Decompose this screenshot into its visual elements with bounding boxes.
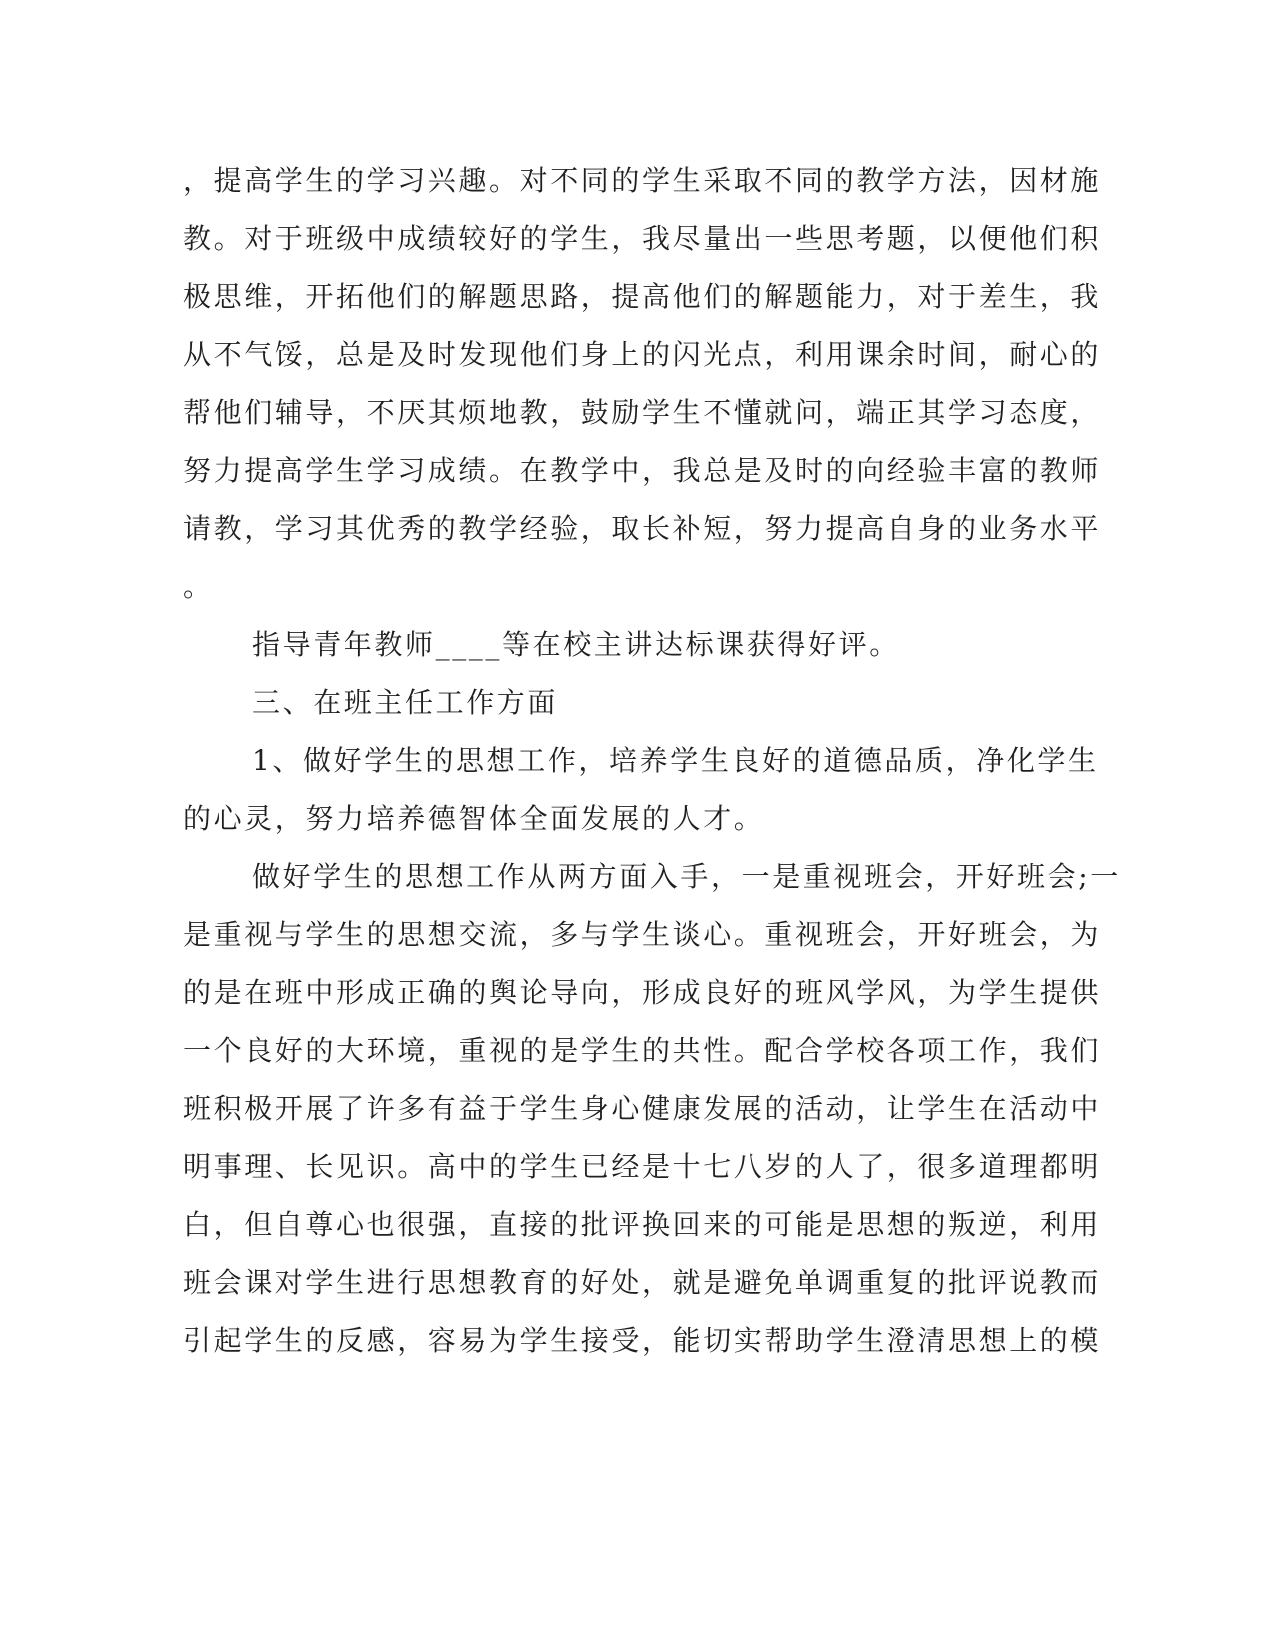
body-text-line: 从不气馁，总是及时发现他们身上的闪光点，利用课余时间，耐心的 xyxy=(183,338,1102,371)
paragraph-line: 做好学生的思想工作从两方面入手，一是重视班会，开好班会;一 xyxy=(252,860,1121,893)
body-text-line: 帮他们辅导，不厌其烦地教，鼓励学生不懂就问，端正其学习态度， xyxy=(183,396,1102,429)
body-text-line: 努力提高学生学习成绩。在教学中，我总是及时的向经验丰富的教师 xyxy=(183,454,1102,487)
body-text-line: 极思维，开拓他们的解题思路，提高他们的解题能力，对于差生，我 xyxy=(183,280,1102,313)
body-text-line: 引起学生的反感，容易为学生接受，能切实帮助学生澄清思想上的模 xyxy=(183,1324,1102,1357)
body-text-line: 。 xyxy=(183,570,214,603)
body-text-line: 白，但自尊心也很强，直接的批评换回来的可能是思想的叛逆，利用 xyxy=(183,1208,1102,1241)
body-text-line: 班会课对学生进行思想教育的好处，就是避免单调重复的批评说教而 xyxy=(183,1266,1102,1299)
body-text-line: 的是在班中形成正确的舆论导向，形成良好的班风学风，为学生提供 xyxy=(183,976,1102,1009)
body-text-line: 班积极开展了许多有益于学生身心健康发展的活动，让学生在活动中 xyxy=(183,1092,1102,1125)
body-text-line: 请教，学习其优秀的教学经验，取长补短，努力提高自身的业务水平 xyxy=(183,512,1102,545)
body-text-line: 的心灵，努力培养德智体全面发展的人才。 xyxy=(183,802,765,835)
paragraph-line: 指导青年教师____等在校主讲达标课获得好评。 xyxy=(252,628,900,661)
section-heading: 三、在班主任工作方面 xyxy=(252,686,559,719)
body-text-line: ，提高学生的学习兴趣。对不同的学生采取不同的教学方法，因材施 xyxy=(183,164,1102,197)
body-text-line: 明事理、长见识。高中的学生已经是十七八岁的人了，很多道理都明 xyxy=(183,1150,1102,1183)
body-text-line: 教。对于班级中成绩较好的学生，我尽量出一些思考题，以便他们积 xyxy=(183,222,1102,255)
body-text-line: 一个良好的大环境，重视的是学生的共性。配合学校各项工作，我们 xyxy=(183,1034,1102,1067)
body-text-line: 是重视与学生的思想交流，多与学生谈心。重视班会，开好班会，为 xyxy=(183,918,1102,951)
numbered-item-line: 1、做好学生的思想工作，培养学生良好的道德品质，净化学生 xyxy=(252,744,1099,777)
